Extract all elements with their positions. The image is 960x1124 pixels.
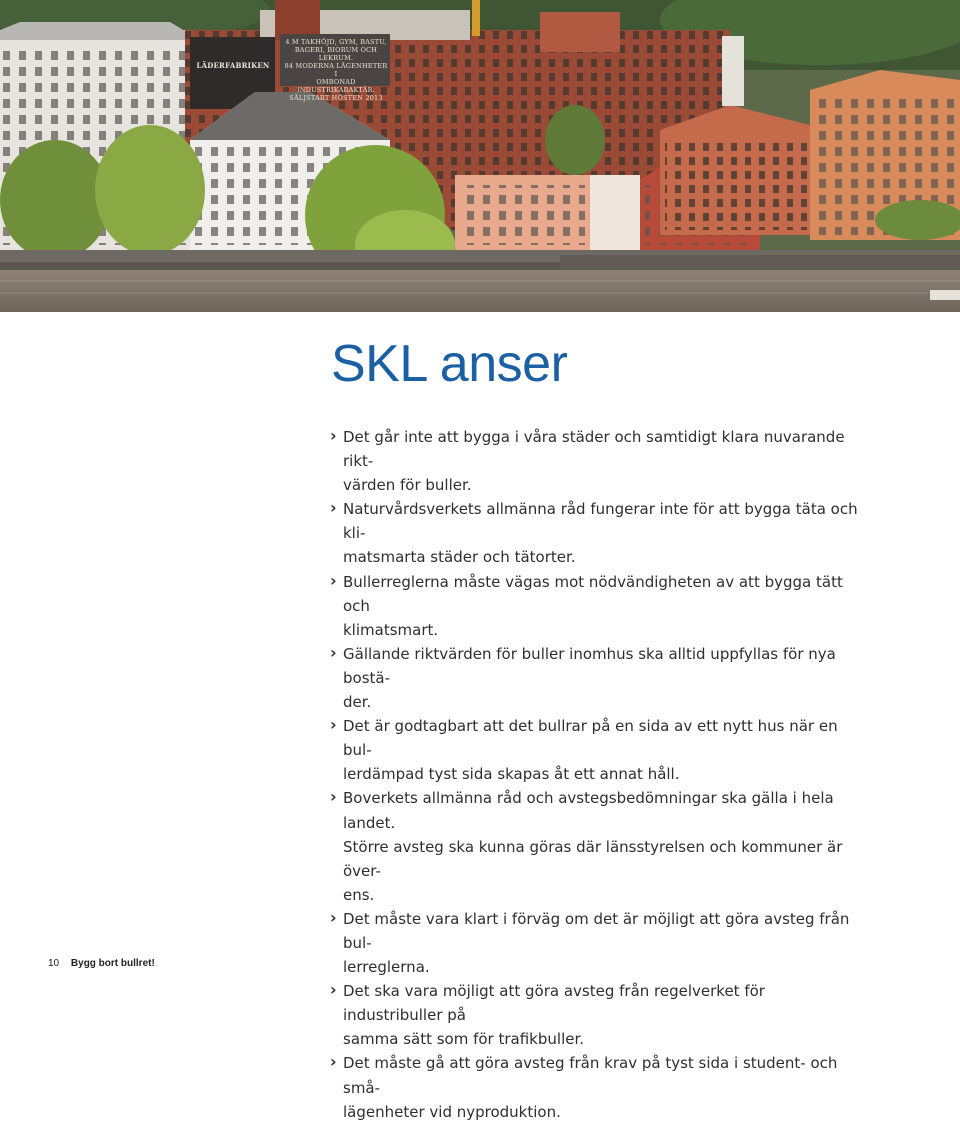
list-item-line: › Det måste vara klart i förväg om det är möjligt att göra avsteg från bul-: [343, 909, 850, 952]
harbour-illustration: [0, 0, 960, 312]
list-item-line: samma sätt som för trafikbuller.: [343, 1030, 585, 1049]
sign-right-line: 84 MODERNA LÄGENHETER I: [284, 62, 388, 78]
list-item-line: › Naturvårdsverkets allmänna råd fungerar inte för att bygga täta och kli-: [343, 500, 858, 543]
sign-right-line: OMBONAD INDUSTRIKARAKTÄR.: [297, 78, 375, 94]
list-item-line: › Gällande riktvärden för buller inomhus ska alltid uppfyllas för nya bostä-: [343, 644, 836, 687]
list-item-line: värden för buller.: [343, 476, 472, 495]
list-item-line: › Det går inte att bygga i våra städer och samtidigt klara nuvarande rikt-: [343, 428, 845, 471]
list-item-line: klimatsmart.: [343, 620, 439, 639]
position-list: [329, 425, 860, 1124]
list-item-line: lerdämpad tyst sida skapas åt ett annat håll.: [343, 765, 680, 784]
factory-sign-left: [194, 62, 272, 70]
page-number: 10: [48, 958, 60, 969]
list-item-line: der.: [343, 693, 372, 712]
list-item-continuation: [329, 835, 860, 907]
list-item-line: lägenheter vid nyproduktion.: [343, 1102, 561, 1121]
list-item: [329, 786, 860, 834]
list-item: [329, 907, 860, 979]
list-item-line: ens.: [343, 885, 375, 904]
page-footer: [48, 958, 155, 969]
list-item: [329, 497, 860, 569]
list-item: [329, 1051, 860, 1123]
list-item: [329, 642, 860, 714]
sign-left-line: LÄDERFABRIKEN: [196, 61, 270, 70]
list-item: [329, 979, 860, 1051]
sign-right-line: 4 M TAKHÖJD, GYM, BASTU,: [285, 38, 387, 46]
list-item-line: matsmarta städer och tätorter.: [343, 548, 576, 567]
list-item-line: › Boverkets allmänna råd och avstegsbedömningar ska gälla i hela landet.: [343, 789, 834, 832]
list-item: [329, 425, 860, 497]
sign-right-line: BAGERI, BIORUM OCH LEKRUM.: [294, 46, 378, 62]
list-item-line: › Det är godtagbart att det bullrar på en sida av ett nytt hus när en bul-: [343, 717, 838, 760]
harbour-photo: [0, 0, 960, 312]
list-item-line: › Bullerreglerna måste vägas mot nödvändigheten av att bygga tätt och: [343, 572, 843, 615]
factory-sign-right: [283, 38, 389, 102]
list-item-line: lerreglerna.: [343, 958, 430, 977]
list-item: [329, 714, 860, 786]
list-item-line: › Det ska vara möjligt att göra avsteg från regelverket för industribuller på: [343, 982, 765, 1025]
list-item: [329, 570, 860, 642]
page-title: SKL anser: [331, 335, 568, 393]
document-title: Bygg bort bullret!: [70, 958, 155, 969]
sign-right-line: SÄLJSTART HÖSTEN 2013: [289, 94, 383, 102]
list-item-line: › Det måste gå att göra avsteg från krav på tyst sida i student- och små-: [343, 1054, 838, 1097]
list-item-line: Större avsteg ska kunna göras där länsstyrelsen och kommuner är över-: [343, 837, 843, 880]
